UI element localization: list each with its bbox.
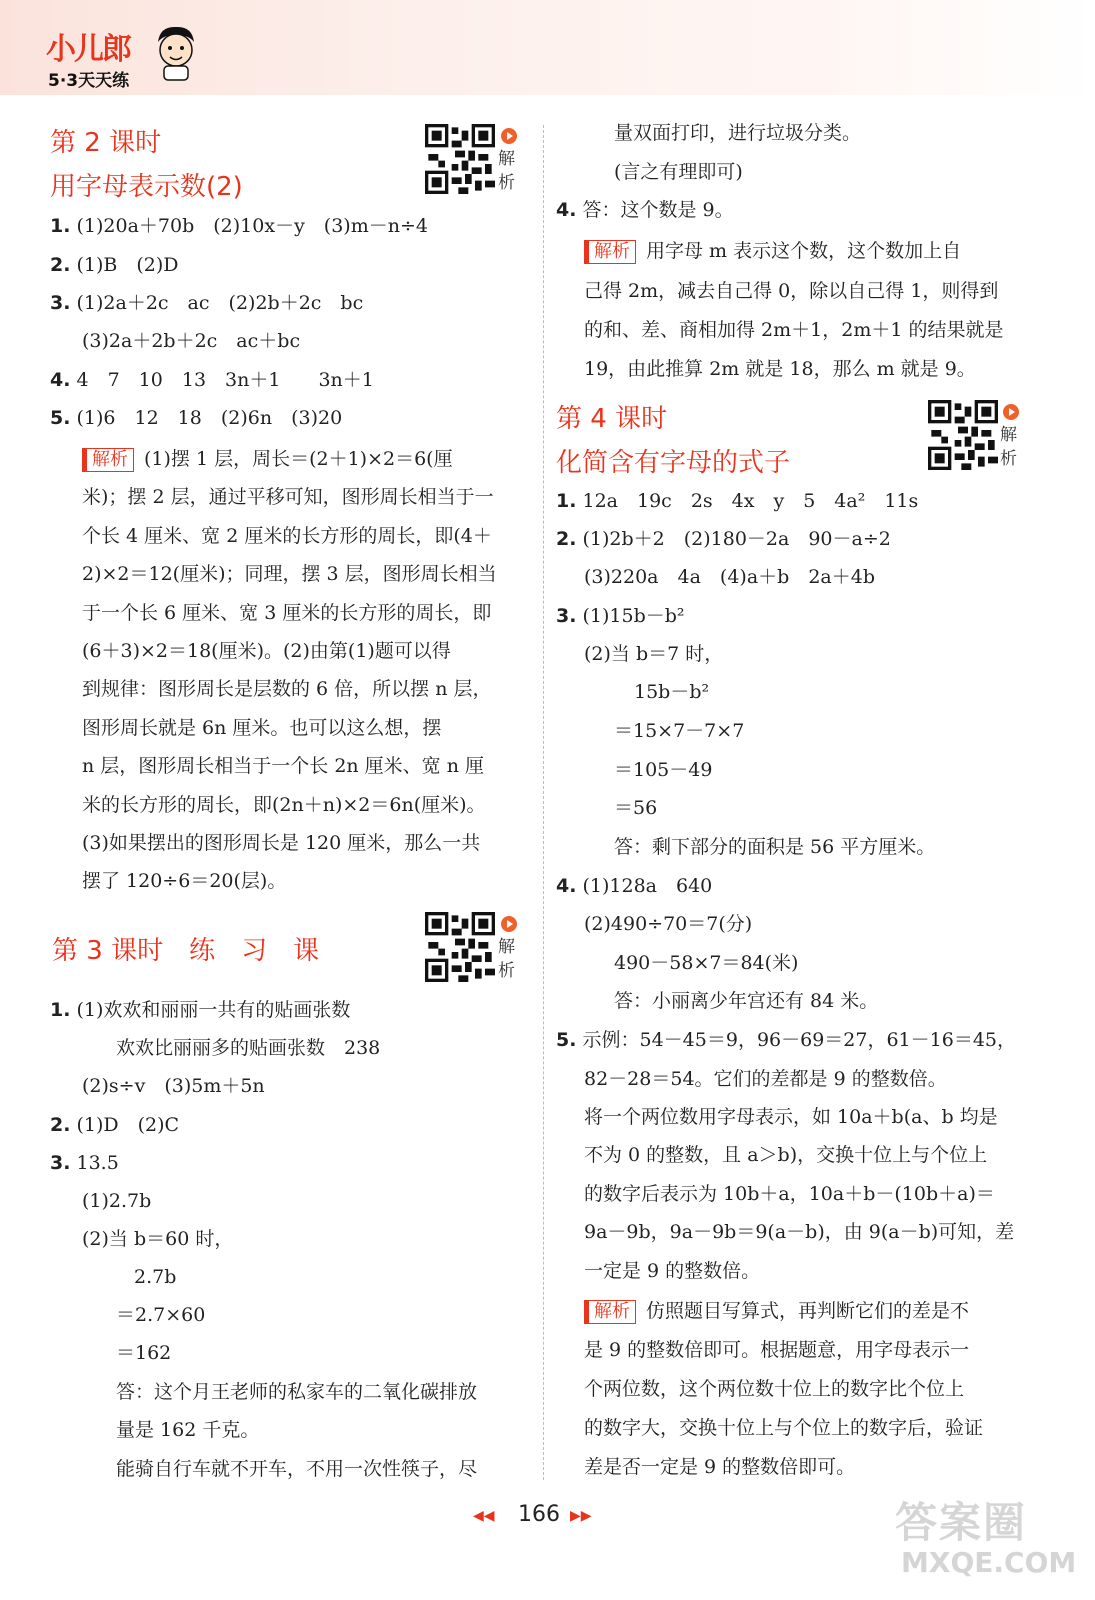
- line-text: 用字母 m 表示这个数，这个数加上自: [646, 240, 962, 262]
- analysis-line: [584, 1454, 855, 1480]
- line-text: 82－28＝54。它们的差都是 9 的整数倍。: [584, 1068, 947, 1090]
- answer-line: [50, 252, 179, 278]
- answer-line: [116, 1302, 205, 1328]
- line-text: 12a 19c 2s 4x y 5 4a² 11s: [582, 490, 919, 512]
- analysis-line: [82, 600, 491, 626]
- line-text: 2)×2＝12(厘米)；同理，摆 3 层，图形周长相当: [82, 563, 497, 586]
- line-text: 示例：54－45＝9，96－69＝27，61－16＝45，: [582, 1029, 1017, 1051]
- line-text: (1)6 12 18 (2)6n (3)20: [76, 407, 343, 429]
- line-text: 图形周长就是 6n 厘米。也可以这么想，摆: [82, 716, 442, 739]
- line-text: 能骑自行车就不开车，不用一次性筷子，尽: [116, 1458, 478, 1480]
- question-number: 4.: [556, 875, 577, 897]
- analysis-line: [82, 676, 492, 702]
- line-text: 一定是 9 的整数倍。: [584, 1260, 761, 1282]
- line-text: ＝105－49: [614, 759, 713, 781]
- analysis-line: [82, 715, 441, 741]
- line-text: (6＋3)×2＝18(厘米)。(2)由第(1)题可以得: [82, 640, 451, 662]
- answer-line: [584, 564, 875, 590]
- line-text: (1)2b＋2 (2)180－2a 90－a÷2: [582, 528, 891, 550]
- line-text: (1)2.7b: [82, 1190, 152, 1212]
- line-text: (2)当 b＝7 时，: [584, 643, 724, 665]
- line-text: 4 7 10 13 3n＋1 3n＋1: [76, 369, 374, 391]
- analysis-line: [82, 446, 453, 472]
- question-number: 3.: [50, 1152, 71, 1174]
- question-number: 5.: [556, 1029, 577, 1051]
- answer-line: [556, 197, 734, 223]
- answer-line: [614, 795, 657, 821]
- column-divider: [543, 125, 544, 1480]
- answer-line: [584, 1219, 1014, 1245]
- qr-label: 解析: [1000, 425, 1017, 469]
- line-text: ＝2.7×60: [116, 1304, 206, 1326]
- answer-line: [50, 997, 350, 1023]
- question-number: 3.: [556, 605, 577, 627]
- answer-line: [556, 1027, 1016, 1053]
- line-text: (1)128a 640: [582, 875, 713, 897]
- answer-line: [116, 1456, 477, 1482]
- analysis-line: [584, 1337, 969, 1363]
- answer-line: [634, 679, 709, 705]
- line-text: (1)摆 1 层，周长＝(2＋1)×2＝6(厘: [144, 448, 453, 470]
- qr-code-icon[interactable]: [928, 400, 998, 470]
- answer-line: [50, 1150, 119, 1176]
- answer-line: [50, 405, 342, 431]
- line-text: 差是否一定是 9 的整数倍即可。: [584, 1456, 856, 1478]
- line-text: 答：这个数是 9。: [582, 199, 734, 221]
- analysis-tag: 解析: [82, 448, 134, 472]
- qr-code-icon[interactable]: [425, 912, 495, 982]
- line-text: (1)20a＋70b (2)10x－y (3)m－n÷4: [76, 215, 428, 237]
- answer-line: [584, 911, 752, 937]
- answer-line: [614, 757, 712, 783]
- line-text: 答：这个月王老师的私家车的二氧化碳排放: [116, 1381, 478, 1403]
- mascot-icon: [152, 24, 198, 82]
- line-text: 个两位数，这个两位数十位上的数字比个位上: [584, 1378, 965, 1400]
- answer-line: [614, 120, 861, 146]
- analysis-line: [584, 1376, 964, 1402]
- next-page-icon[interactable]: ▶▶: [570, 1508, 592, 1524]
- logo: [40, 22, 205, 94]
- analysis-tag: 解析: [584, 1300, 636, 1324]
- question-number: 2.: [556, 528, 577, 550]
- question-number: 5.: [50, 407, 71, 429]
- answer-line: [584, 1066, 947, 1092]
- lesson3-title: 第 3 课时 练 习 课: [52, 936, 320, 966]
- answer-line: [134, 1264, 176, 1290]
- answer-line: [584, 1258, 760, 1284]
- line-text: 米的长方形的周长，即(2n＋n)×2＝6n(厘米)。: [82, 793, 486, 816]
- answer-line: [584, 1181, 995, 1207]
- answer-line: [116, 1035, 380, 1061]
- analysis-line: [584, 278, 998, 304]
- answer-line: [556, 603, 685, 629]
- question-number: 1.: [50, 215, 71, 237]
- prev-page-icon[interactable]: ◀◀: [473, 1508, 495, 1524]
- analysis-line: [82, 523, 492, 549]
- line-text: ＝15×7－7×7: [614, 720, 745, 742]
- line-text: 摆了 120÷6＝20(层)。: [82, 870, 287, 893]
- analysis-line: [82, 753, 484, 779]
- line-text: 的和、差、商相加得 2m＋1，2m＋1 的结果就是: [584, 319, 1004, 341]
- line-text: 欢欢比丽丽多的贴画张数 238: [116, 1037, 381, 1059]
- watermark-url: MXQE.COM: [901, 1546, 1077, 1579]
- analysis-line: [584, 317, 1003, 343]
- line-text: (1)D (2)C: [76, 1114, 180, 1136]
- answer-line: [50, 367, 374, 393]
- answer-line: [556, 873, 712, 899]
- answer-line: [82, 328, 300, 354]
- qr-label: 解析: [498, 149, 515, 193]
- play-icon[interactable]: [1003, 404, 1019, 420]
- line-text: 量双面打印，进行垃圾分类。: [614, 122, 862, 144]
- play-icon[interactable]: [501, 128, 517, 144]
- line-text: (3)2a＋2b＋2c ac＋bc: [82, 330, 301, 352]
- line-text: (2)当 b＝60 时，: [82, 1228, 234, 1250]
- answer-line: [614, 988, 878, 1014]
- line-text: 米)；摆 2 层，通过平移可知，图形周长相当于一: [82, 486, 494, 509]
- line-text: 19，由此推算 2m 就是 18，那么 m 就是 9。: [584, 358, 976, 380]
- line-text: n 层，图形周长相当于一个长 2n 厘米、宽 n 厘: [82, 755, 484, 778]
- line-text: (3)220a 4a (4)a＋b 2a＋4b: [584, 566, 875, 588]
- line-text: (3)如果摆出的图形周长是 120 厘米，那么一共: [82, 832, 481, 854]
- lesson4-title: 第 4 课时: [556, 404, 668, 434]
- answer-line: [584, 1104, 998, 1130]
- line-text: (2)s÷v (3)5m＋5n: [82, 1075, 265, 1097]
- answer-line: [614, 718, 744, 744]
- question-number: 4.: [556, 199, 577, 221]
- analysis-line: [584, 1415, 983, 1441]
- answer-line: [116, 1417, 259, 1443]
- line-text: 2.7b: [134, 1266, 177, 1288]
- line-text: 不为 0 的整数，且 a＞b)，交换十位上与个位上: [584, 1144, 988, 1166]
- question-number: 3.: [50, 292, 71, 314]
- line-text: 己得 2m，减去自己得 0，除以自己得 1，则得到: [584, 280, 999, 302]
- play-icon[interactable]: [501, 916, 517, 932]
- page-number: 166: [518, 1502, 560, 1527]
- line-text: 的数字大，交换十位上与个位上的数字后，验证: [584, 1417, 984, 1439]
- analysis-line: [584, 238, 961, 264]
- answer-line: [116, 1340, 171, 1366]
- line-text: 答：小丽离少年宫还有 84 米。: [614, 990, 879, 1012]
- line-text: 9a－9b，9a－9b＝9(a－b)，由 9(a－b)可知，差: [584, 1221, 1015, 1243]
- answer-line: [556, 488, 918, 514]
- answer-line: [50, 290, 363, 316]
- line-text: 是 9 的整数倍即可。根据题意，用字母表示一: [584, 1339, 970, 1361]
- analysis-line: [584, 356, 976, 382]
- answer-line: [116, 1379, 477, 1405]
- analysis-line: [82, 868, 286, 894]
- line-text: 答：剩下部分的面积是 56 平方厘米。: [614, 836, 936, 858]
- logo-brand: 小儿郎: [46, 32, 130, 67]
- analysis-line: [82, 484, 494, 510]
- qr-code-icon[interactable]: [425, 124, 495, 194]
- answer-line: [614, 159, 743, 185]
- question-number: 1.: [50, 999, 71, 1021]
- question-number: 4.: [50, 369, 71, 391]
- answer-line: [82, 1226, 233, 1252]
- answer-line: [50, 213, 428, 239]
- lesson4-subtitle: 化简含有字母的式子: [556, 448, 791, 478]
- line-text: 于一个长 6 厘米、宽 3 厘米的长方形的周长，即: [82, 601, 492, 624]
- line-text: 到规律：图形周长是层数的 6 倍，所以摆 n 层，: [82, 678, 492, 701]
- answer-line: [82, 1073, 265, 1099]
- line-text: ＝56: [614, 797, 658, 819]
- line-text: 仿照题目写算式，再判断它们的差是不: [646, 1300, 970, 1322]
- question-number: 2.: [50, 1114, 71, 1136]
- analysis-line: [82, 830, 480, 856]
- line-text: (1)15b－b²: [582, 605, 685, 627]
- logo-subtitle: 5·3天天练: [48, 71, 130, 91]
- line-text: (1)B (2)D: [76, 254, 179, 276]
- analysis-line: [82, 561, 497, 587]
- analysis-tag: 解析: [584, 240, 636, 264]
- line-text: 的数字后表示为 10b＋a，10a＋b－(10b＋a)＝: [584, 1183, 995, 1205]
- qr-label: 解析: [498, 937, 515, 981]
- analysis-line: [584, 1298, 969, 1324]
- line-text: 490－58×7＝84(米): [614, 952, 799, 974]
- answer-line: [50, 1112, 179, 1138]
- analysis-line: [82, 638, 451, 664]
- analysis-line: [82, 792, 486, 818]
- watermark-text: 答案圈: [895, 1498, 1028, 1547]
- line-text: 将一个两位数用字母表示，如 10a＋b(a、b 均是: [584, 1106, 998, 1128]
- answer-line: [614, 950, 798, 976]
- answer-line: [556, 526, 891, 552]
- line-text: (言之有理即可): [614, 161, 743, 183]
- line-text: 13.5: [76, 1152, 119, 1174]
- line-text: 15b－b²: [634, 681, 710, 703]
- answer-line: [584, 641, 723, 667]
- line-text: 量是 162 千克。: [116, 1419, 260, 1441]
- lesson2-subtitle: 用字母表示数(2): [50, 172, 243, 202]
- lesson2-title: 第 2 课时: [50, 128, 162, 158]
- question-number: 2.: [50, 254, 71, 276]
- answer-line: [584, 1142, 987, 1168]
- line-text: ＝162: [116, 1342, 172, 1364]
- line-text: (1)2a＋2c ac (2)2b＋2c bc: [76, 292, 364, 314]
- answer-line: [614, 834, 935, 860]
- watermark: [895, 1490, 1075, 1590]
- question-number: 1.: [556, 490, 577, 512]
- answer-line: [82, 1188, 151, 1214]
- line-text: (1)欢欢和丽丽一共有的贴画张数: [76, 999, 351, 1021]
- line-text: (2)490÷70＝7(分): [584, 913, 753, 935]
- line-text: 个长 4 厘米、宽 2 厘米的长方形的周长，即(4＋: [82, 524, 492, 547]
